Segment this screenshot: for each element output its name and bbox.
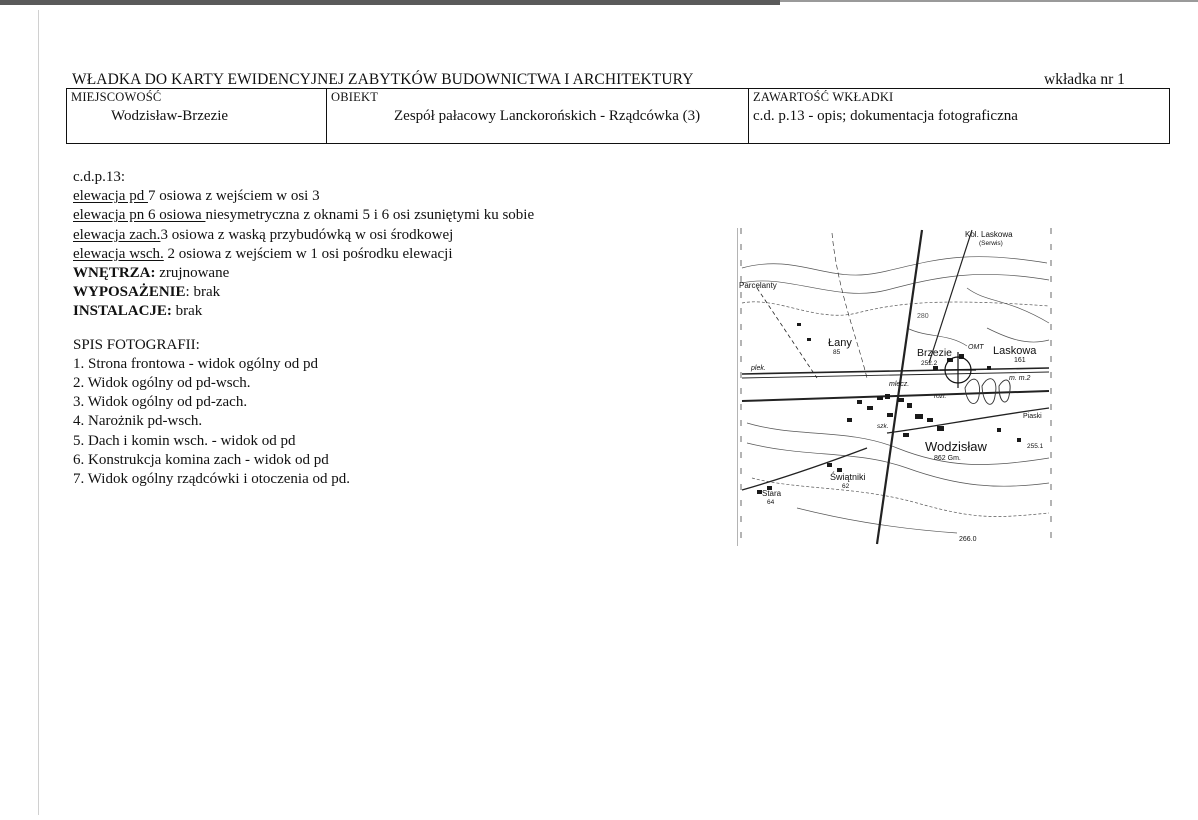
photo-list-item: 1. Strona frontowa - widok ogólny od pd bbox=[73, 355, 318, 372]
map-label-piaski: Piaski bbox=[1023, 413, 1042, 420]
map-label-kol-laskowa: Kol. Laskowa bbox=[965, 230, 1013, 239]
description-block bbox=[73, 168, 534, 489]
contents-cell bbox=[748, 89, 1169, 143]
locality-value: Wodzisław-Brzezie bbox=[111, 108, 229, 124]
elevation-text: niesymetryczna z oknami 5 i 6 osi zsuniętymi ku sobie bbox=[205, 207, 535, 224]
map-labels bbox=[739, 230, 1044, 543]
equipment-text: : brak bbox=[185, 284, 221, 301]
map-label-serwis: (Serwis) bbox=[979, 240, 1003, 247]
installations-text: brak bbox=[171, 303, 203, 320]
installations-line bbox=[73, 302, 534, 321]
map-label-lany-height: 85 bbox=[833, 349, 841, 356]
contents-label: ZAWARTOŚĆ WKŁADKI bbox=[753, 90, 894, 104]
photo-list-item: 4. Narożnik pd-wsch. bbox=[73, 413, 203, 430]
map-label-stara: Stara bbox=[762, 489, 782, 498]
object-value: Zespół pałacowy Lanckorońskich - Rządcówka (3) bbox=[394, 108, 701, 124]
object-cell bbox=[326, 89, 748, 143]
map-label-lany: Łany bbox=[828, 337, 852, 349]
map-label-laskowa: Laskowa bbox=[993, 345, 1037, 357]
elevation-line bbox=[73, 226, 534, 245]
contour-lines bbox=[742, 257, 1049, 533]
map-label-brzezie: Brzezie bbox=[917, 347, 953, 359]
map-label-szk: szk. bbox=[877, 423, 889, 430]
elevation-line bbox=[73, 187, 534, 206]
map-label-h161: 161 bbox=[1014, 357, 1026, 364]
installations-label: INSTALACJE: bbox=[73, 303, 172, 320]
scan-edge-left bbox=[38, 10, 39, 815]
map-label-omt: OMT bbox=[968, 344, 984, 351]
scan-edge-top-light bbox=[780, 0, 1198, 2]
elevation-text: 2 osiowa z wejściem w 1 osi pośrodku elewacji bbox=[163, 245, 453, 262]
map-label-h252: 252.2 bbox=[921, 360, 938, 367]
document-title: WŁADKA DO KARTY EWIDENCYJNEJ ZABYTKÓW BUDOWNICTWA I ARCHITEKTURY bbox=[72, 71, 694, 88]
contents-value: c.d. p.13 - opis; dokumentacja fotograficzna bbox=[753, 108, 1018, 124]
elevation-text: 3 osiowa z waską przybudówką w osi środkowej bbox=[160, 226, 454, 243]
interiors-text: zrujnowane bbox=[155, 265, 230, 282]
location-map bbox=[737, 228, 1055, 546]
photo-list-item: 7. Widok ogólny rządcówki i otoczenia od pd. bbox=[73, 471, 350, 488]
equipment-label: WYPOSAŻENIE bbox=[73, 284, 186, 301]
map-label-rozl: rozl. bbox=[934, 393, 947, 400]
map-label-gm: 862 Gm. bbox=[934, 455, 961, 462]
locality-label: MIEJSCOWOŚĆ bbox=[71, 90, 162, 104]
elevation-label: elewacja zach. bbox=[73, 226, 161, 243]
map-label-wodzislaw: Wodzisław bbox=[925, 439, 987, 454]
header-table bbox=[66, 88, 1170, 144]
photo-list-item: 6. Konstrukcja komina zach - widok od pd bbox=[73, 451, 329, 468]
map-label-plek: plek. bbox=[751, 365, 766, 372]
elevation-label: elewacja pd bbox=[73, 188, 148, 205]
elevation-line bbox=[73, 206, 534, 225]
elevation-text: 7 osiowa z wejściem w osi 3 bbox=[147, 188, 320, 205]
map-label-h64: 64 bbox=[767, 499, 775, 506]
photo-list-heading: SPIS FOTOGRAFII: bbox=[73, 336, 200, 353]
map-label-parcelanty: Parcelanty bbox=[739, 281, 777, 290]
elevation-label: elewacja wsch. bbox=[73, 245, 164, 262]
object-label: OBIEKT bbox=[331, 90, 379, 104]
map-label-h280: 280 bbox=[917, 313, 929, 320]
photo-list-item: 3. Widok ogólny od pd-zach. bbox=[73, 394, 248, 411]
map-label-swiatniki: Świątniki bbox=[830, 472, 866, 482]
interiors-line bbox=[73, 264, 534, 283]
elevation-label: elewacja pn 6 osiowa bbox=[73, 207, 206, 224]
elevation-line bbox=[73, 245, 534, 264]
continuation-line: c.d.p.13: bbox=[73, 169, 126, 185]
photo-list-item: 5. Dach i komin wsch. - widok od pd bbox=[73, 432, 296, 449]
map-label-h255: 255.1 bbox=[1027, 443, 1044, 450]
map-label-h62: 62 bbox=[842, 483, 850, 490]
map-label-mlecz: mlecz. bbox=[889, 381, 910, 388]
locality-cell bbox=[67, 89, 326, 143]
interiors-label: WNĘTRZA: bbox=[73, 265, 156, 282]
equipment-line bbox=[73, 283, 534, 302]
scan-edge-top bbox=[0, 0, 780, 5]
photo-list-item: 2. Widok ogólny od pd-wsch. bbox=[73, 375, 251, 392]
map-label-h266: 266.0 bbox=[959, 536, 977, 543]
map-label-mm2: m. m.2 bbox=[1009, 375, 1031, 382]
insert-number: wkładka nr 1 bbox=[1044, 71, 1125, 88]
